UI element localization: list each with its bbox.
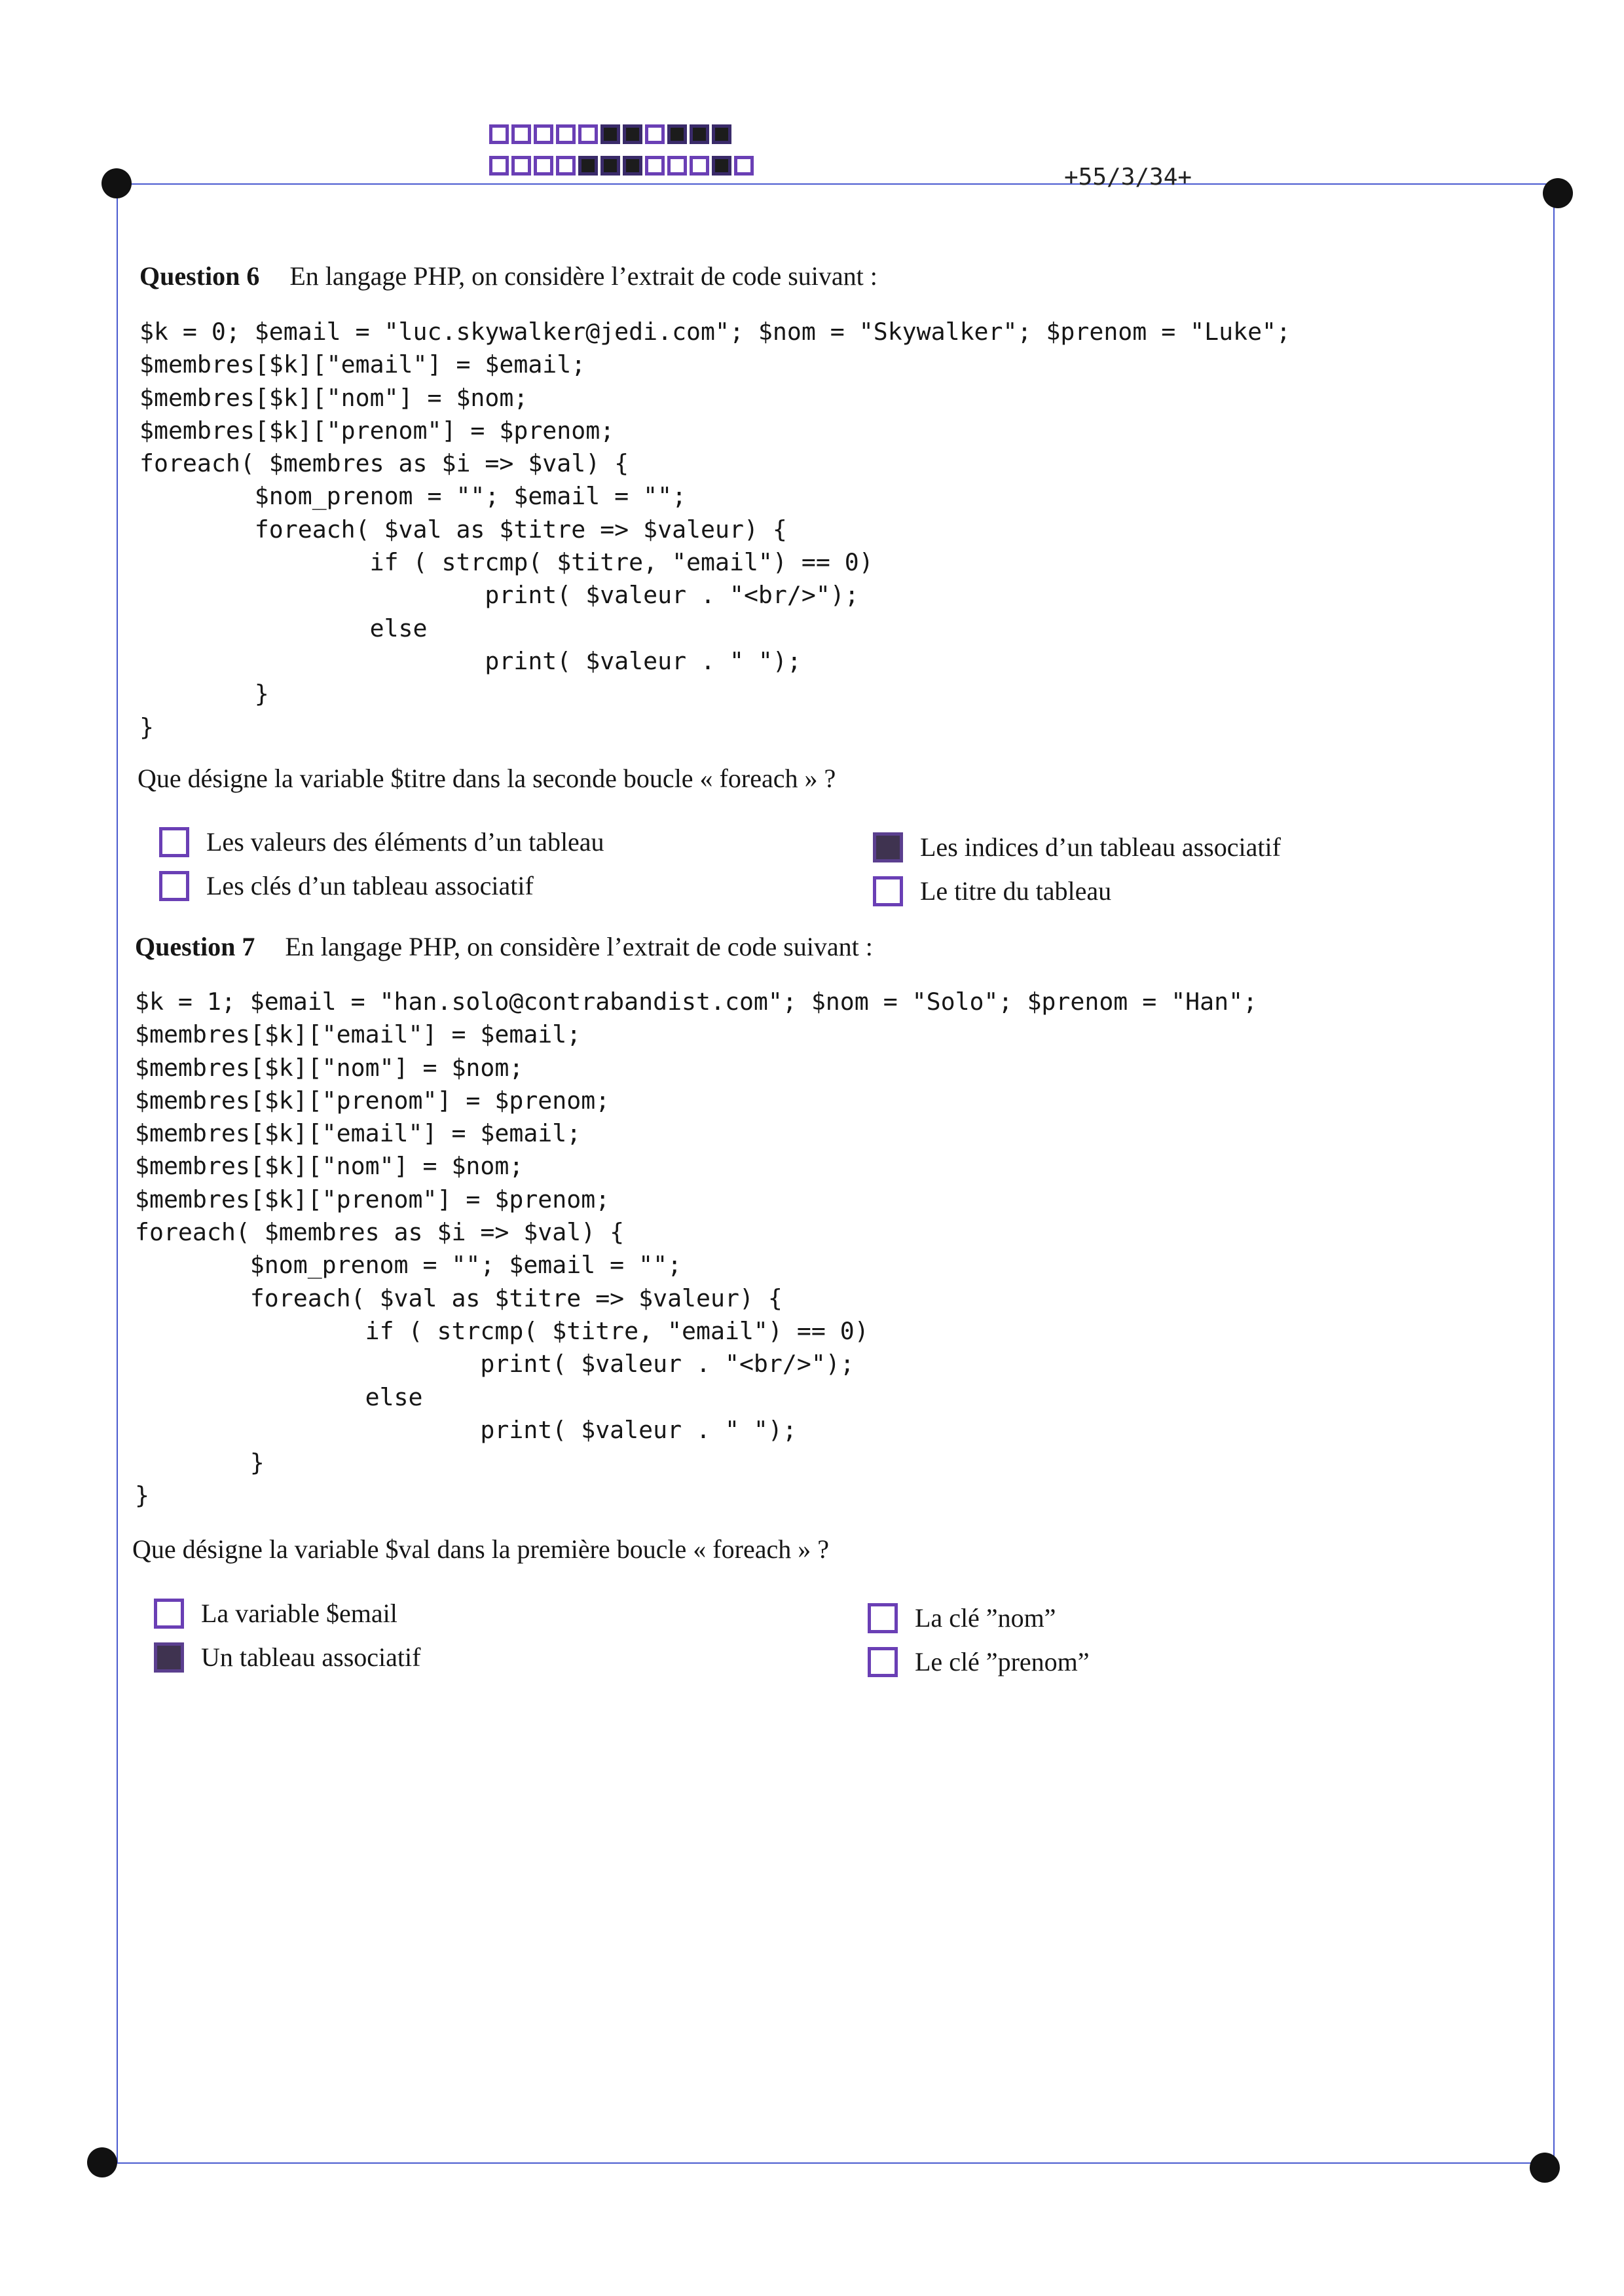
q6-option-4[interactable] (873, 876, 1111, 906)
question-7-code: $k = 1; $email = "han.solo@contrabandist.com"; $nom = "Solo"; $prenom = "Han"; $membres[$k]["email"] = $email; $membres[$k]["nom"] = $nom; $membres[$k]["prenom"] = $prenom; $membres[$k]["email"] = $email; $membres[$k]["nom"] = $nom; $membres[$k]["prenom"] = $prenom; foreach( $membres as $i => $val) { $nom_prenom = ""; $email = ""; foreach( $val as $titre => $valeur) { if ( strcmp( $titre, "email") == 0) print( $valeur . "<br/>"); else print( $valeur . " "); } } (135, 988, 1258, 1510)
barcode-cell (712, 156, 731, 176)
barcode-cell (600, 124, 620, 144)
question-7-prompt: Que désigne la variable $val dans la première boucle « foreach » ? (132, 1534, 829, 1564)
barcode-cell (667, 156, 687, 176)
barcode-row-1 (489, 124, 731, 144)
question-6-label: Question 6 (139, 261, 260, 291)
question-7-intro: En langage PHP, on considère l’extrait de code suivant : (285, 932, 873, 961)
q7-checkbox-1[interactable] (154, 1599, 184, 1629)
question-7-label: Question 7 (135, 932, 255, 961)
q7-option-3[interactable] (154, 1642, 420, 1673)
barcode-row-2 (489, 156, 754, 176)
corner-mark-top-right (1543, 178, 1573, 208)
barcode-cell (534, 156, 553, 176)
question-6-intro: En langage PHP, on considère l’extrait de code suivant : (289, 261, 877, 291)
frame-right-line (1553, 193, 1555, 2170)
question-6-prompt: Que désigne la variable $titre dans la seconde boucle « foreach » ? (138, 764, 836, 793)
q7-option-2-label: La clé ”nom” (915, 1603, 1056, 1633)
q6-option-3[interactable] (159, 870, 534, 901)
q6-option-3-label: Les clés d’un tableau associatif (206, 871, 534, 900)
question-6-code: $k = 0; $email = "luc.skywalker@jedi.com"; $nom = "Skywalker"; $prenom = "Luke"; $membres[$k]["email"] = $email; $membres[$k]["nom"] = $nom; $membres[$k]["prenom"] = $prenom; foreach( $membres as $i => $val) { $nom_prenom = ""; $email = ""; foreach( $val as $titre => $valeur) { if ( strcmp( $titre, "email") == 0) print( $valeur . "<br/>"); else print( $valeur . " "); } } (139, 318, 1291, 741)
barcode-cell (578, 156, 598, 176)
q6-checkbox-4[interactable] (873, 876, 903, 906)
question-6-header (139, 261, 877, 291)
q7-checkbox-3[interactable] (154, 1642, 184, 1673)
corner-mark-top-left (101, 168, 132, 198)
frame-left-line (117, 183, 118, 2162)
corner-mark-bottom-left (87, 2147, 117, 2177)
barcode-cell (600, 156, 620, 176)
barcode-cell (489, 156, 509, 176)
frame-top-line (117, 183, 1569, 185)
q7-option-1-label: La variable $email (201, 1599, 397, 1628)
barcode-cell (489, 124, 509, 144)
q7-checkbox-4[interactable] (868, 1647, 898, 1677)
frame-bottom-line (101, 2162, 1554, 2164)
barcode-cell (511, 156, 531, 176)
q6-checkbox-1[interactable] (159, 827, 189, 857)
barcode-cell (690, 124, 709, 144)
q6-option-1-label: Les valeurs des éléments d’un tableau (206, 827, 604, 857)
q7-option-4[interactable] (868, 1646, 1090, 1677)
barcode-cell (667, 124, 687, 144)
barcode-cell (645, 124, 665, 144)
question-7-header (135, 931, 873, 962)
barcode-cell (511, 124, 531, 144)
barcode-cell (578, 124, 598, 144)
barcode-cell (645, 156, 665, 176)
q7-option-1[interactable] (154, 1598, 397, 1629)
barcode-cell (556, 124, 576, 144)
barcode-cell (690, 156, 709, 176)
q7-option-2[interactable] (868, 1602, 1056, 1633)
barcode-cell (534, 124, 553, 144)
q6-option-2-label: Les indices d’un tableau associatif (920, 832, 1281, 862)
barcode-cell (734, 156, 754, 176)
corner-mark-bottom-right (1530, 2153, 1560, 2183)
barcode-cell (623, 156, 642, 176)
q7-option-4-label: Le clé ”prenom” (915, 1647, 1090, 1676)
q6-checkbox-2[interactable] (873, 832, 903, 862)
page-identifier: +55/3/34+ (1064, 164, 1192, 191)
barcode-cell (556, 156, 576, 176)
q6-option-2[interactable] (873, 832, 1281, 862)
barcode-cell (712, 124, 731, 144)
barcode-cell (623, 124, 642, 144)
q6-option-1[interactable] (159, 826, 604, 857)
q7-checkbox-2[interactable] (868, 1603, 898, 1633)
q6-option-4-label: Le titre du tableau (920, 876, 1112, 906)
q6-checkbox-3[interactable] (159, 871, 189, 901)
q7-option-3-label: Un tableau associatif (201, 1642, 421, 1672)
